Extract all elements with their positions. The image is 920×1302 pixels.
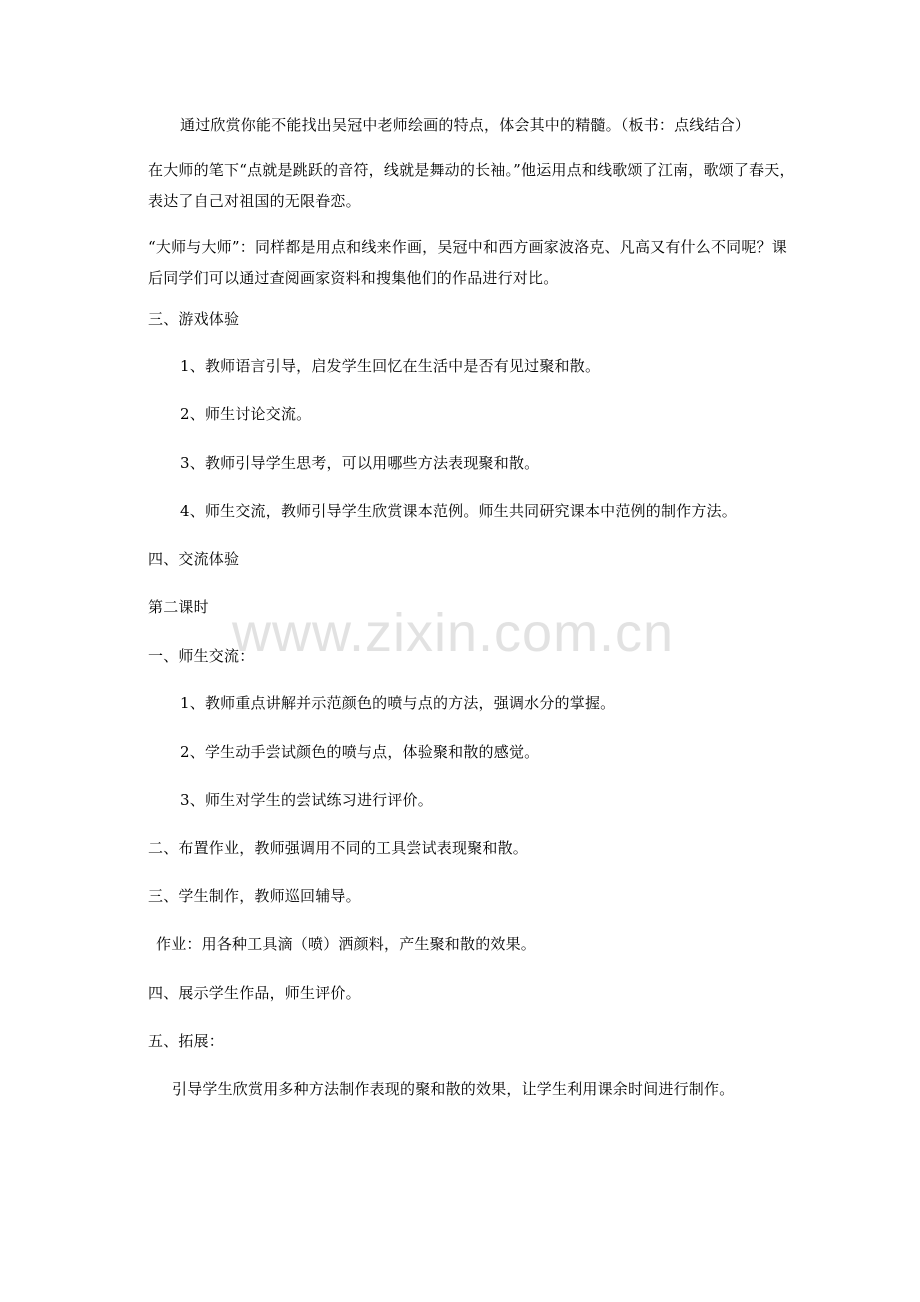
heading-teacher-student-exchange: 一、师生交流： xyxy=(148,647,255,665)
list-item-exchange-3: 3、师生对学生的尝试练习进行评价。 xyxy=(180,791,433,809)
paragraph-extension: 引导学生欣赏用多种方法制作表现的聚和散的效果，让学生利用课余时间进行制作。 xyxy=(172,1080,735,1098)
list-item-game-2: 2、师生讨论交流。 xyxy=(180,405,312,423)
heading-extension: 五、拓展： xyxy=(148,1032,225,1050)
heading-second-lesson: 第二课时 xyxy=(148,598,209,616)
watermark: www.zixin.com.cn xyxy=(232,603,675,663)
heading-exchange-experience: 四、交流体验 xyxy=(148,550,240,568)
heading-student-production: 三、学生制作，教师巡回辅导。 xyxy=(148,887,361,905)
heading-game-experience: 三、游戏体验 xyxy=(148,310,240,328)
list-item-game-3: 3、教师引导学生思考，可以用哪些方法表现聚和散。 xyxy=(180,454,540,472)
paragraph-master-comparison: “大师与大师”：同样都是用点和线来作画，吴冠中和西方画家波洛克、凡高又有什么不同呢？课后同学们可以通过查阅画家资料和搜集他们的作品进行对比。 xyxy=(148,238,787,287)
paragraph-homework: 作业：用各种工具滴（喷）洒颜料，产生聚和散的效果。 xyxy=(156,935,537,953)
list-item-exchange-2: 2、学生动手尝试颜色的喷与点，体验聚和散的感觉。 xyxy=(180,743,540,761)
list-item-game-4: 4、师生交流，教师引导学生欣赏课本范例。师生共同研究课本中范例的制作方法。 xyxy=(180,502,737,520)
heading-assign-homework: 二、布置作业，教师强调用不同的工具尝试表现聚和散。 xyxy=(148,839,529,857)
list-item-exchange-1: 1、教师重点讲解并示范颜色的喷与点的方法，强调水分的掌握。 xyxy=(180,694,616,712)
paragraph-appreciation: 通过欣赏你能不能找出吴冠中老师绘画的特点，体会其中的精髓。（板书：点线结合） xyxy=(180,116,751,134)
heading-show-works: 四、展示学生作品，师生评价。 xyxy=(148,984,361,1002)
paragraph-master-quote: 在大师的笔下“点就是跳跃的音符，线就是舞动的长袖。”他运用点和线歌颂了江南，歌颂了春天，表达了自己对祖国的无限眷恋。 xyxy=(148,161,795,210)
list-item-game-1: 1、教师语言引导，启发学生回忆在生活中是否有见过聚和散。 xyxy=(180,357,601,375)
